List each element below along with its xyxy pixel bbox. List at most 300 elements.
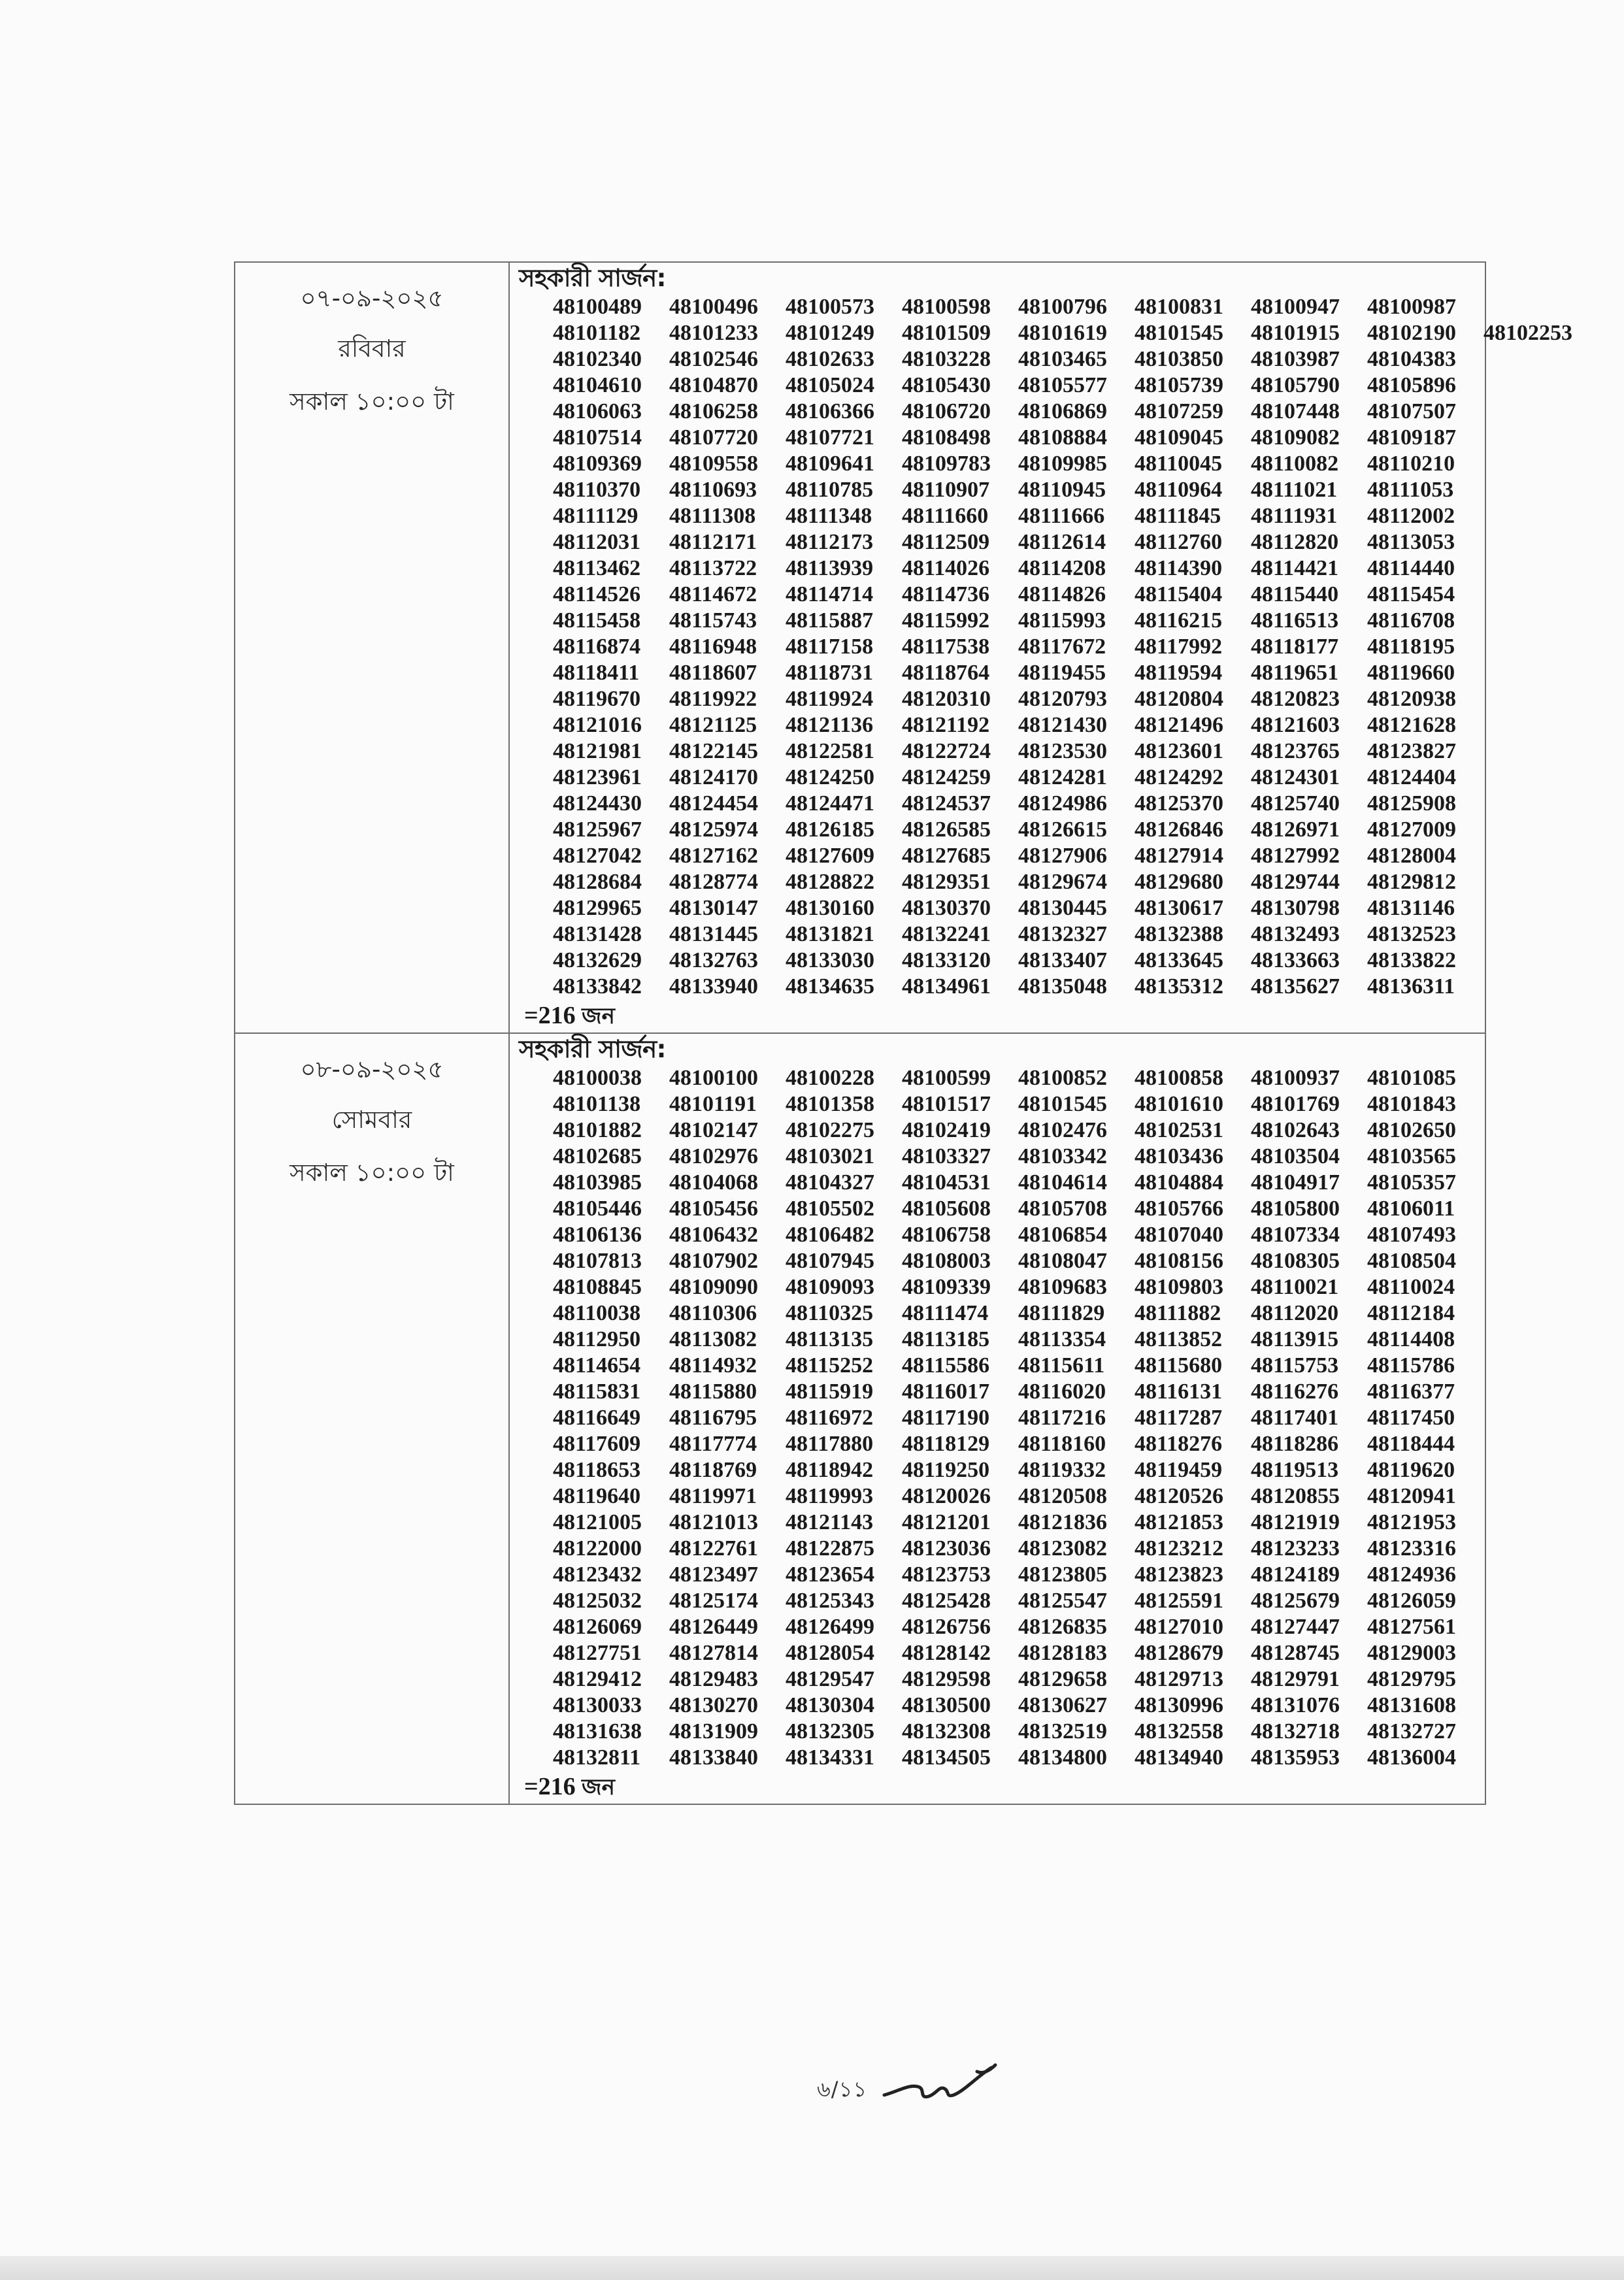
roll-number: 48102976 [669,1144,758,1168]
roll-number: 48121981 [553,739,642,763]
roll-number: 48105577 [1018,373,1107,397]
roll-number: 48127561 [1367,1615,1456,1639]
roll-number: 48106758 [902,1223,991,1247]
roll-number: 48121192 [902,713,990,737]
roll-number: 48104610 [553,373,642,397]
roll-number: 48123654 [786,1562,874,1587]
roll-number: 48101545 [1135,321,1223,345]
roll-number: 48133940 [669,974,758,999]
roll-row [553,1248,1485,1274]
roll-number: 48101358 [786,1092,874,1116]
roll-number: 48101233 [669,321,758,345]
roll-number: 48119924 [786,687,874,711]
roll-number: 48101619 [1018,321,1107,345]
roll-row [553,843,1485,869]
roll-number: 48104917 [1251,1170,1340,1195]
roll-number: 48105430 [902,373,991,397]
roll-number: 48117190 [902,1406,990,1430]
roll-number: 48101182 [553,321,641,345]
roll-number: 48101882 [553,1118,642,1142]
roll-number: 48108003 [902,1249,991,1273]
roll-number: 48121628 [1367,713,1456,737]
roll-number: 48106063 [553,399,642,423]
roll-number: 48124250 [786,765,874,789]
roll-number: 48129965 [553,896,642,920]
roll-number: 48116215 [1135,608,1223,633]
roll-number: 48126499 [786,1615,874,1639]
roll-number: 48110370 [553,478,641,502]
roll-number: 48121953 [1367,1510,1456,1534]
roll-number: 48121919 [1251,1510,1340,1534]
roll-number: 48111053 [1367,478,1454,502]
roll-number: 48109339 [902,1275,991,1299]
roll-number: 48108305 [1251,1249,1340,1273]
roll-number: 48127009 [1367,818,1456,842]
roll-number: 48102340 [553,347,642,371]
roll-number: 48129547 [786,1667,874,1691]
roll-number: 48114826 [1018,582,1106,606]
roll-number: 48102253 [1483,321,1572,345]
roll-number: 48107259 [1135,399,1223,423]
roll-number: 48103436 [1135,1144,1223,1168]
roll-number: 48105790 [1251,373,1340,397]
roll-number: 48127751 [553,1641,642,1665]
roll-number: 48102476 [1018,1118,1107,1142]
roll-number: 48115611 [1018,1353,1105,1378]
roll-number: 48121603 [1251,713,1340,737]
roll-number: 48127992 [1251,844,1340,868]
roll-number: 48116276 [1251,1380,1339,1404]
roll-number: 48125591 [1135,1589,1223,1613]
roll-number: 48100947 [1251,295,1340,319]
roll-row [553,1065,1485,1091]
roll-number: 48106011 [1367,1197,1455,1221]
roll-number: 48104383 [1367,347,1456,371]
roll-number: 48127162 [669,844,758,868]
roll-number: 48116874 [553,635,641,659]
roll-number: 48104068 [669,1170,758,1195]
roll-number: 48102419 [902,1118,991,1142]
roll-row [553,1405,1485,1431]
roll-number: 48118195 [1367,635,1455,659]
roll-number: 48125679 [1251,1589,1340,1613]
roll-number: 48125032 [553,1589,642,1613]
roll-number: 48129351 [902,870,991,894]
roll-number: 48115831 [553,1380,641,1404]
roll-row [553,1300,1485,1327]
roll-number: 48123530 [1018,739,1107,763]
roll-number: 48111666 [1018,504,1105,528]
roll-number: 48136311 [1367,974,1455,999]
roll-number: 48132763 [669,948,758,972]
roll-number: 48119455 [1018,661,1106,685]
roll-number: 48107720 [669,425,758,450]
roll-number: 48118607 [669,661,757,685]
roll-number: 48120026 [902,1484,991,1508]
roll-number: 48119660 [1367,661,1455,685]
roll-number: 48112820 [1251,530,1339,554]
roll-number: 48131428 [553,922,642,946]
roll-number: 48125370 [1135,791,1223,816]
exam-day: রবিবার [338,335,406,363]
roll-number: 48119971 [669,1484,757,1508]
roll-number: 48123805 [1018,1562,1107,1587]
roll-number: 48130147 [669,896,758,920]
roll-number: 48115786 [1367,1353,1455,1378]
roll-number: 48128054 [786,1641,874,1665]
roll-number: 48132519 [1018,1719,1107,1743]
roll-number: 48103565 [1367,1144,1456,1168]
roll-number: 48136004 [1367,1745,1456,1770]
roll-number: 48115919 [786,1380,874,1404]
roll-row [553,712,1485,738]
total-value: =216 [524,1773,576,1800]
roll-number: 48126756 [902,1615,991,1639]
roll-number: 48119670 [553,687,641,711]
roll-number: 48115454 [1367,582,1455,606]
roll-number: 48102546 [669,347,758,371]
roll-number: 48107813 [553,1249,642,1273]
roll-number: 48106720 [902,399,991,423]
roll-number: 48105357 [1367,1170,1456,1195]
roll-number: 48102531 [1135,1118,1223,1142]
schedule-row [235,1033,1485,1804]
roll-number: 48133030 [786,948,874,972]
roll-row [553,608,1485,634]
roll-number: 48100796 [1018,295,1107,319]
roll-number: 48124986 [1018,791,1107,816]
roll-number: 48132493 [1251,922,1340,946]
roll-number: 48117609 [553,1432,641,1456]
roll-number: 48112171 [669,530,757,554]
roll-number: 48121136 [786,713,874,737]
roll-row [553,1170,1485,1196]
roll-number: 48114408 [1367,1327,1455,1351]
roll-number: 48125974 [669,818,758,842]
roll-number: 48122000 [553,1536,642,1561]
roll-number: 48115993 [1018,608,1106,633]
roll-number: 48116131 [1135,1380,1223,1404]
roll-number: 48131821 [786,922,874,946]
roll-number: 48118160 [1018,1432,1106,1456]
roll-number: 48114526 [553,582,641,606]
roll-number: 48128142 [902,1641,991,1665]
roll-number: 48130033 [553,1693,642,1717]
roll-row [553,1327,1485,1353]
roll-number: 48105766 [1135,1197,1223,1221]
roll-number: 48129795 [1367,1667,1456,1691]
roll-number: 48107721 [786,425,874,450]
roll-number: 48106258 [669,399,758,423]
roll-number: 48123036 [902,1536,991,1561]
roll-number: 48131909 [669,1719,758,1743]
roll-number: 48101249 [786,321,874,345]
roll-number: 48123601 [1135,739,1223,763]
roll-number: 48125343 [786,1589,874,1613]
scan-bottom-edge [0,2256,1624,2280]
roll-number: 48129003 [1367,1641,1456,1665]
roll-number: 48122145 [669,739,758,763]
roll-number: 48119651 [1251,661,1339,685]
roll-number: 48132811 [553,1745,641,1770]
roll-number: 48110306 [669,1301,757,1325]
date-cell [235,1033,509,1804]
roll-number: 48110945 [1018,478,1106,502]
roll-number: 48111829 [1018,1301,1105,1325]
total-count [524,1771,1485,1804]
roll-row [553,582,1485,608]
roll-number: 48130304 [786,1693,874,1717]
roll-row [553,372,1485,399]
roll-number: 48105708 [1018,1197,1107,1221]
roll-number: 48117538 [902,635,990,659]
roll-number: 48115992 [902,608,990,633]
roll-row [553,1693,1485,1719]
roll-row [553,477,1485,503]
roll-number: 48101545 [1018,1092,1107,1116]
roll-number: 48126449 [669,1615,758,1639]
roll-number: 48124301 [1251,765,1340,789]
roll-number: 48112002 [1367,504,1455,528]
roll-number: 48132718 [1251,1719,1340,1743]
roll-row [553,634,1485,660]
roll-number: 48106366 [786,399,874,423]
roll-number: 48107902 [669,1249,758,1273]
roll-number: 48109641 [786,452,874,476]
roll-number: 48100100 [669,1066,758,1090]
roll-number: 48116649 [553,1406,641,1430]
roll-number: 48127010 [1135,1615,1223,1639]
roll-number: 48127914 [1135,844,1223,868]
roll-number: 48108047 [1018,1249,1107,1273]
roll-number: 48105446 [553,1197,642,1221]
roll-number: 48107507 [1367,399,1456,423]
roll-number: 48120526 [1135,1484,1223,1508]
roll-number: 48109045 [1135,425,1223,450]
roll-number: 48122581 [786,739,874,763]
roll-number: 48114932 [669,1353,757,1378]
roll-number: 48120804 [1135,687,1223,711]
roll-number: 48104614 [1018,1170,1107,1195]
roll-row [553,1588,1485,1614]
roll-number: 48121430 [1018,713,1107,737]
roll-row [553,1091,1485,1117]
roll-number: 48125740 [1251,791,1340,816]
roll-number: 48103228 [902,347,991,371]
roll-number: 48112031 [553,530,641,554]
roll-number: 48127685 [902,844,991,868]
roll-number: 48116377 [1367,1380,1455,1404]
roll-row [553,817,1485,843]
roll-number: 48101191 [669,1092,757,1116]
roll-number: 48111021 [1251,478,1338,502]
exam-date: ০৮-০৯-২০২৫ [300,1055,444,1083]
exam-date: ০৭-০৯-২০২৫ [300,284,444,312]
roll-number: 48114440 [1367,556,1455,580]
roll-number: 48100489 [553,295,642,319]
roll-number: 48123212 [1135,1536,1223,1561]
roll-number: 48113185 [902,1327,990,1351]
roll-number: 48129598 [902,1667,991,1691]
roll-number: 48102643 [1251,1118,1340,1142]
roll-number: 48111474 [902,1301,989,1325]
roll-number: 48113852 [1135,1327,1223,1351]
roll-number: 48110693 [669,478,757,502]
roll-row [553,1745,1485,1771]
roll-number: 48128774 [669,870,758,894]
roll-row [553,503,1485,529]
roll-number: 48132305 [786,1719,874,1743]
roll-number: 48119459 [1135,1458,1223,1482]
roll-number: 48132241 [902,922,991,946]
roll-number: 48118177 [1251,635,1339,659]
roll-number: 48112950 [553,1327,641,1351]
roll-row [553,1431,1485,1457]
roll-number: 48122761 [669,1536,758,1561]
roll-row [553,1222,1485,1248]
roll-number: 48124936 [1367,1562,1456,1587]
roll-number: 48105024 [786,373,874,397]
roll-number: 48108884 [1018,425,1107,450]
roll-number: 48114654 [553,1353,641,1378]
roll-number: 48104870 [669,373,758,397]
roll-number: 48134505 [902,1745,991,1770]
roll-number: 48130798 [1251,896,1340,920]
roll-number: 48111308 [669,504,756,528]
roll-number: 48100831 [1135,295,1223,319]
roll-number: 48105739 [1135,373,1223,397]
roll-number: 48110024 [1367,1275,1455,1299]
roll-number: 48113722 [669,556,757,580]
roll-number: 48134961 [902,974,991,999]
total-value: =216 [524,1002,576,1029]
roll-number: 48121005 [553,1510,642,1534]
roll-number: 48119250 [902,1458,990,1482]
roll-number: 48123827 [1367,739,1456,763]
roll-number: 48133120 [902,948,991,972]
roll-number: 48120823 [1251,687,1340,711]
roll-row [553,1457,1485,1483]
roll-number: 48130370 [902,896,991,920]
roll-number: 48114208 [1018,556,1106,580]
roll-number: 48130617 [1135,896,1223,920]
roll-number: 48102275 [786,1118,874,1142]
roll-number: 48115440 [1251,582,1339,606]
roll-number: 48100496 [669,295,758,319]
roll-number: 48131076 [1251,1693,1340,1717]
roll-number: 48124404 [1367,765,1456,789]
roll-number: 48123082 [1018,1536,1107,1561]
roll-number: 48135312 [1135,974,1223,999]
roll-number: 48111129 [553,504,638,528]
roll-number: 48134940 [1135,1745,1223,1770]
schedule-row [235,262,1485,1033]
roll-number: 48106482 [786,1223,874,1247]
roll-number: 48111882 [1135,1301,1221,1325]
roll-number: 48129791 [1251,1667,1340,1691]
roll-number: 48117158 [786,635,874,659]
total-count [524,1000,1485,1033]
roll-number: 48121125 [669,713,757,737]
roll-number: 48100987 [1367,295,1456,319]
roll-number: 48120938 [1367,687,1456,711]
roll-number: 48119513 [1251,1458,1339,1482]
roll-number: 48133842 [553,974,642,999]
roll-number: 48119922 [669,687,757,711]
roll-number: 48118769 [669,1458,757,1482]
roll-number: 48115880 [669,1380,757,1404]
signature-mark [879,2057,1010,2109]
roll-number: 48114390 [1135,556,1223,580]
roll-number: 48115753 [1251,1353,1339,1378]
roll-number: 48135627 [1251,974,1340,999]
roll-number: 48101085 [1367,1066,1456,1090]
roll-number: 48109803 [1135,1275,1223,1299]
roll-number: 48103504 [1251,1144,1340,1168]
roll-number: 48120941 [1367,1484,1456,1508]
roll-number: 48127609 [786,844,874,868]
roll-number: 48123497 [669,1562,758,1587]
roll-number: 48129812 [1367,870,1456,894]
roll-number: 48125428 [902,1589,991,1613]
roll-number: 48128183 [1018,1641,1107,1665]
roll-number-list [553,1065,1485,1771]
roll-number: 48114026 [902,556,990,580]
roll-number: 48126059 [1367,1589,1456,1613]
roll-number: 48118411 [553,661,640,685]
roll-number: 48101517 [902,1092,991,1116]
roll-row [553,320,1572,346]
roll-number: 48125174 [669,1589,758,1613]
roll-number: 48118286 [1251,1432,1339,1456]
roll-number: 48124430 [553,791,642,816]
roll-number: 48113462 [553,556,641,580]
roll-number: 48100937 [1251,1066,1340,1090]
roll-number: 48119332 [1018,1458,1106,1482]
roll-number: 48114672 [669,582,757,606]
roll-number: 48117880 [786,1432,874,1456]
roll-number: 48112509 [902,530,990,554]
roll-number: 48131146 [1367,896,1455,920]
roll-number: 48126069 [553,1615,642,1639]
roll-number: 48124259 [902,765,991,789]
roll-row [553,1719,1485,1745]
roll-number: 48135048 [1018,974,1107,999]
roll-row [553,895,1485,921]
section-heading: সহকারী সার্জন: [519,264,666,292]
roll-number: 48115680 [1135,1353,1223,1378]
roll-number: 48101915 [1251,321,1340,345]
roll-number: 48112173 [786,530,874,554]
roll-number: 48114736 [902,582,990,606]
roll-number: 48121853 [1135,1510,1223,1534]
roll-number: 48109985 [1018,452,1107,476]
roll-number: 48105456 [669,1197,758,1221]
roll-number: 48108498 [902,425,991,450]
roll-number: 48111348 [786,504,872,528]
roll-number: 48116020 [1018,1380,1106,1404]
roll-number: 48102685 [553,1144,642,1168]
roll-number: 48110907 [902,478,990,502]
roll-number: 48109090 [669,1275,758,1299]
roll-number: 48130996 [1135,1693,1223,1717]
roll-number: 48116795 [669,1406,757,1430]
roll-number: 48104884 [1135,1170,1223,1195]
roll-number: 48128822 [786,870,874,894]
roll-row [553,869,1485,895]
roll-row [553,738,1485,765]
roll-number: 48118444 [1367,1432,1455,1456]
